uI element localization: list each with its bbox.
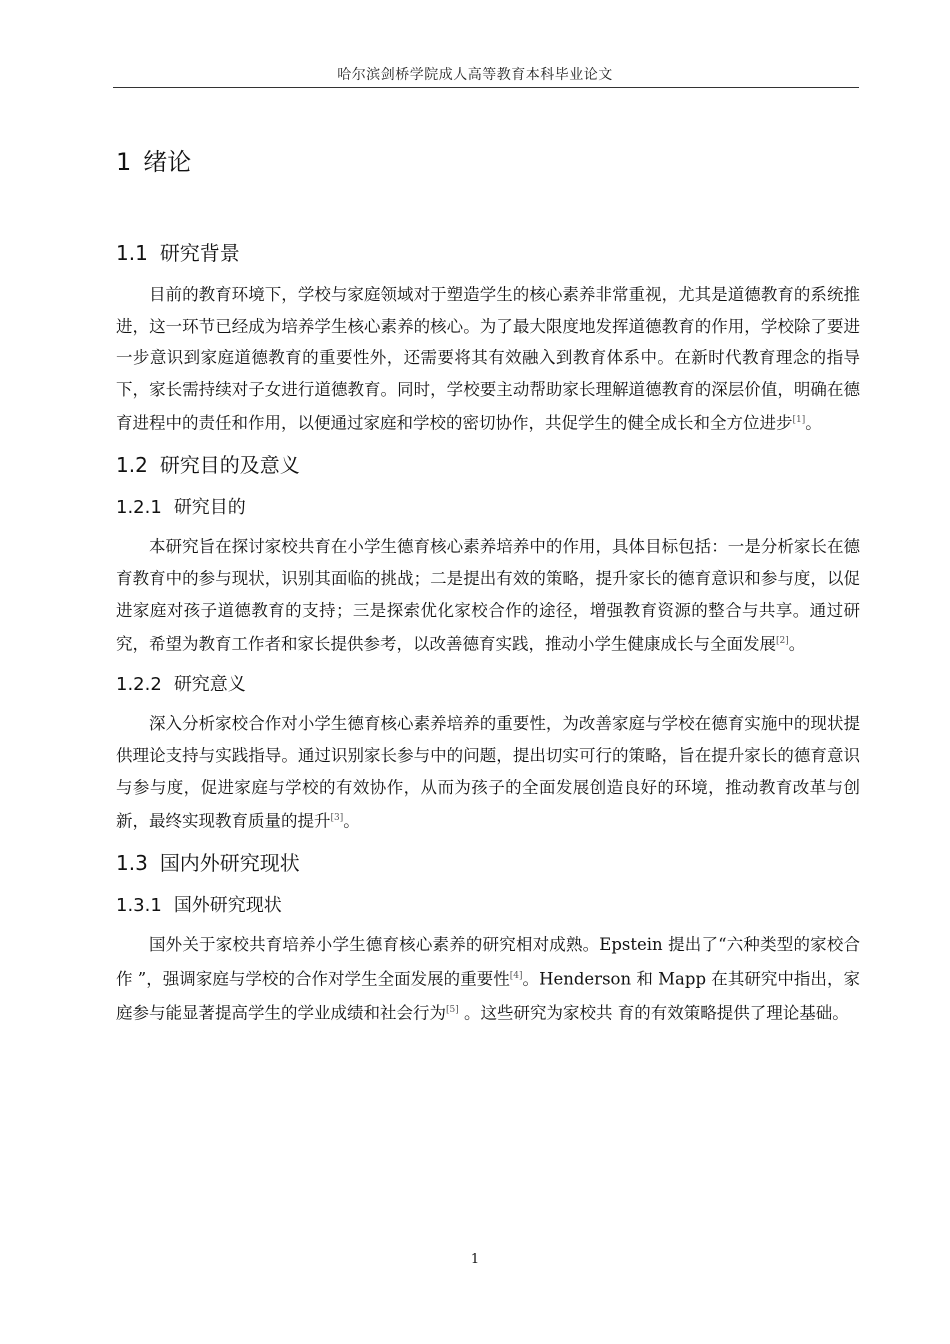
section-heading-1-2 <box>116 447 860 483</box>
section-title: 研究背景 <box>159 241 240 265</box>
citation-marker: [5] <box>446 1004 459 1015</box>
subsection-heading-1-2-2 <box>116 668 860 702</box>
subsection-title: 国外研究现状 <box>173 895 282 917</box>
subsection-title: 研究目的 <box>173 497 246 519</box>
chapter-heading <box>116 142 860 177</box>
paragraph-1-2-2 <box>116 708 860 837</box>
section-title: 国内外研究现状 <box>159 851 300 876</box>
section-title: 研究目的及意义 <box>159 453 300 478</box>
section-number: 1.3 <box>116 851 148 876</box>
citation-marker: [2] <box>776 636 789 647</box>
section-number: 1.2 <box>116 453 148 478</box>
section-number: 1.1 <box>116 241 148 265</box>
paragraph-text: 目前的教育环境下，学校与家庭领域对于塑造学生的核心素养非常重视，尤其是道德教育的系统推进，这一环节已经成为培养学生核心素养的核心。为了最大限度地发挥道德教育的作用，学校除了要进一步意识到家庭道德教育的重要性外，还需要将其有效融入到教育体系中。在新时代教育理念的指导下，家长需持续对子女进行道德教育。同时，学校要主动帮助家长理解道德教育的深层价值，明确在德育进程中的责任和作用，以便通过家庭和学校的密切协作，共促学生的健全成长和全方位进步 <box>116 285 860 433</box>
paragraph-text: 。Henderson 和 Mapp 在其研究中指出，家庭参与能显著提高学生的学业成绩和社会行为 <box>116 969 860 1023</box>
paragraph-end: 。 <box>788 634 806 654</box>
paragraph-text: 深入分析家校合作对小学生德育核心素养培养的重要性，为改善家庭与学校在德育实施中的现状提供理论支持与实践指导。通过识别家长参与中的问题，提出切实可行的策略，旨在提升家长的德育意识与参与度，促进家庭与学校的有效协作，从而为孩子的全面发展创造良好的环境，推动教育改革与创新，最终实现教育质量的提升 <box>116 714 860 831</box>
subsection-heading-1-2-1 <box>116 491 860 525</box>
subsection-heading-1-3-1 <box>116 889 860 923</box>
page-content <box>116 142 860 1037</box>
paragraph-1-1 <box>116 279 860 439</box>
paragraph-text: 国外关于家校共育培养小学生德育核心素养的研究相对成熟。Epstein 提出了“六种类型的家校合作 ”，强调家庭与学校的合作对学生全面发展的重要性 <box>116 935 860 989</box>
page-number: 1 <box>470 1252 480 1267</box>
subsection-title: 研究意义 <box>173 674 246 696</box>
paragraph-1-3-1 <box>116 929 860 1029</box>
citation-marker: [1] <box>792 415 806 426</box>
citation-marker: [4] <box>509 970 523 981</box>
paragraph-end: 。 <box>343 811 360 831</box>
section-heading-1-1 <box>116 235 860 271</box>
citation-marker: [3] <box>330 813 344 824</box>
paragraph-text: 。这些研究为家校共 育的有效策略提供了理论基础。 <box>458 1003 849 1023</box>
subsection-number: 1.2.2 <box>116 674 162 696</box>
subsection-number: 1.3.1 <box>116 895 162 917</box>
header-rule <box>113 87 859 88</box>
chapter-number: 1 <box>116 148 132 176</box>
paragraph-1-2-1 <box>116 531 860 660</box>
chapter-title: 绪论 <box>143 148 192 176</box>
running-header: 哈尔滨剑桥学院成人高等教育本科毕业论文 <box>337 67 613 83</box>
section-heading-1-3 <box>116 845 860 881</box>
paragraph-end: 。 <box>805 413 822 433</box>
paragraph-text: 本研究旨在探讨家校共育在小学生德育核心素养培养中的作用，具体目标包括：一是分析家长在德育教育中的参与现状，识别其面临的挑战；二是提出有效的策略，提升家长的德育意识和参与度，以促进家庭对孩子道德教育的支持；三是探索优化家校合作的途径，增强教育资源的整合与共享。通过研究，希望为教育工作者和家长提供参考，以改善德育实践，推动小学生健康成长与全面发展 <box>116 537 860 654</box>
subsection-number: 1.2.1 <box>116 497 162 519</box>
